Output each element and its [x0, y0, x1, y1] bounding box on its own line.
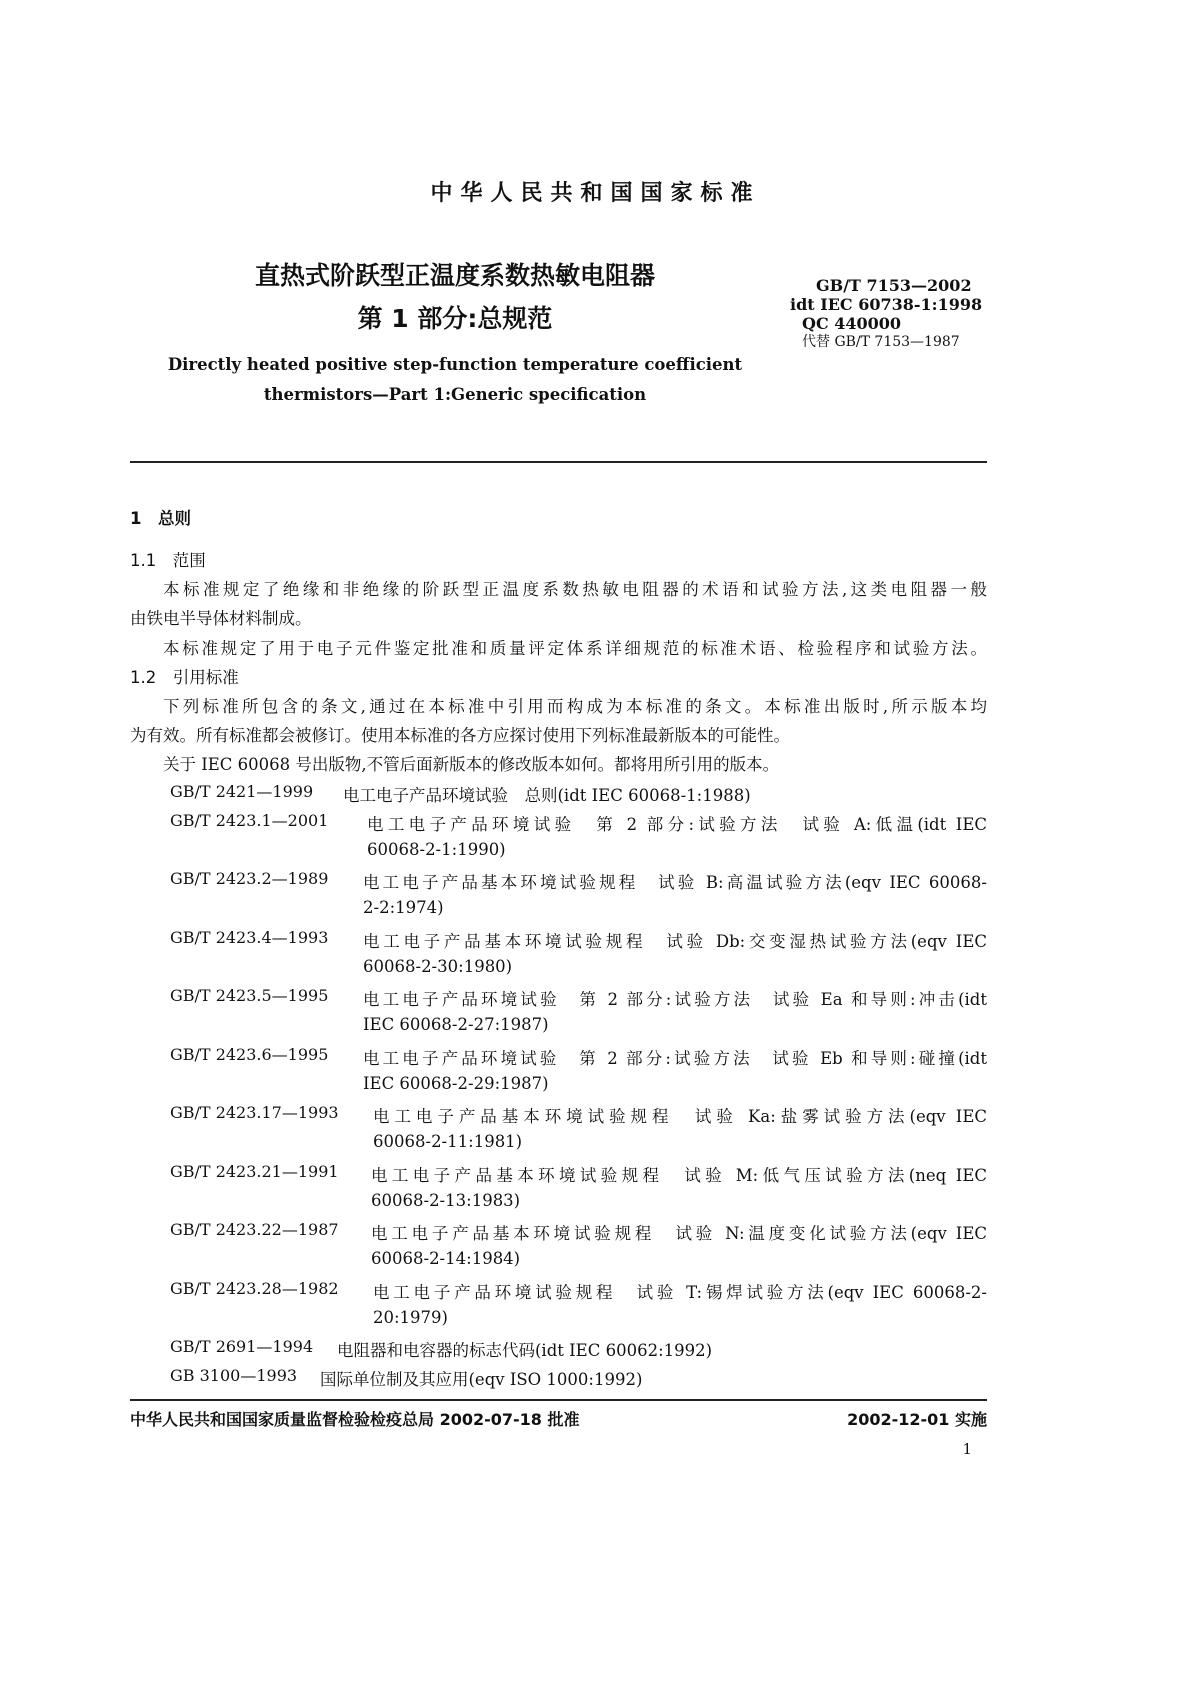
reference-code: GB/T 2691—1994 — [170, 1337, 314, 1356]
reference-title-cont: 60068-2-1:1990) — [367, 840, 506, 859]
reference-code: GB/T 2423.4—1993 — [170, 928, 329, 947]
reference-title-cont: IEC 60068-2-27:1987) — [363, 1015, 549, 1034]
footer-divider — [130, 1399, 987, 1401]
reference-code: GB/T 2423.6—1995 — [170, 1045, 329, 1064]
paragraph-text: 下列标准所包含的条文,通过在本标准中引用而构成为本标准的条文。本标准出版时,所示版本均 — [163, 697, 987, 716]
section-1-1-heading: 1.1 范围 — [130, 551, 206, 570]
reference-code: GB/T 2423.22—1987 — [170, 1220, 339, 1239]
qc-code: QC 440000 — [802, 314, 902, 333]
reference-code: GB/T 2423.21—1991 — [170, 1162, 339, 1181]
section-1-heading: 1 总则 — [130, 509, 191, 528]
paragraph-text: 本标准规定了用于电子元件鉴定批准和质量评定体系详细规范的标准术语、检验程序和试验方法。 — [163, 639, 987, 658]
reference-title-cont: IEC 60068-2-29:1987) — [363, 1074, 549, 1093]
effective-date: 2002-12-01 实施 — [847, 1410, 987, 1429]
reference-title-cont: 20:1979) — [373, 1308, 448, 1327]
reference-title: 电工电子产品环境试验 第 2 部分:试验方法 试验 Eb 和导则:碰撞(idt — [363, 1049, 987, 1068]
section-1-2-heading: 1.2 引用标准 — [130, 668, 239, 687]
reference-title: 电工电子产品基本环境试验规程 试验 M:低气压试验方法(neq IEC — [371, 1166, 987, 1185]
reference-title: 电工电子产品环境试验 总则(idt IEC 60068-1:1988) — [343, 786, 751, 805]
reference-title: 电工电子产品基本环境试验规程 试验 N:温度变化试验方法(eqv IEC — [371, 1224, 987, 1243]
reference-title: 电阻器和电容器的标志代码(idt IEC 60062:1992) — [337, 1341, 713, 1360]
idt-code: idt IEC 60738-1:1998 — [790, 295, 983, 314]
paragraph-text: 本标准规定了绝缘和非绝缘的阶跃型正温度系数热敏电阻器的术语和试验方法,这类电阻器一般 — [163, 580, 987, 599]
reference-title: 电工电子产品基本环境试验规程 试验 Db:交变湿热试验方法(eqv IEC — [363, 932, 987, 951]
approval-text: 中华人民共和国国家质量监督检验检疫总局 2002-07-18 批准 — [130, 1410, 580, 1429]
reference-code: GB/T 2423.28—1982 — [170, 1279, 339, 1298]
reference-title-cont: 60068-2-13:1983) — [371, 1191, 521, 1210]
title-en-line2: thermistors—Part 1:Generic specification — [263, 385, 647, 404]
reference-code: GB/T 2423.17—1993 — [170, 1103, 339, 1122]
page-number: 1 — [962, 1440, 972, 1458]
reference-code: GB/T 2423.5—1995 — [170, 986, 329, 1005]
national-standard-header: 中华人民共和国国家标准 — [430, 181, 761, 206]
reference-code: GB/T 2423.1—2001 — [170, 811, 329, 830]
reference-title: 国际单位制及其应用(eqv ISO 1000:1992) — [320, 1370, 643, 1389]
reference-title: 电工电子产品环境试验规程 试验 T:锡焊试验方法(eqv IEC 60068-2- — [373, 1283, 987, 1302]
reference-title-cont: 60068-2-11:1981) — [373, 1132, 523, 1151]
header-divider — [130, 461, 987, 463]
replaces-code: 代替 GB/T 7153—1987 — [802, 334, 960, 350]
paragraph-text: 由铁电半导体材料制成。 — [130, 609, 312, 628]
reference-code: GB/T 2423.2—1989 — [170, 869, 329, 888]
paragraph-text: 关于 IEC 60068 号出版物,不管后面新版本的修改版本如何。都将用所引用的版本。 — [163, 755, 780, 774]
reference-title-cont: 2-2:1974) — [363, 898, 444, 917]
reference-title-cont: 60068-2-30:1980) — [363, 957, 513, 976]
standard-number: GB/T 7153—2002 — [816, 276, 972, 295]
title-en-line1: Directly heated positive step-function temperature coefficient — [167, 355, 743, 374]
title-cn-line2: 第 1 部分:总规范 — [357, 304, 553, 333]
standard-codes — [790, 276, 982, 352]
title-cn-line1: 直热式阶跃型正温度系数热敏电阻器 — [254, 261, 655, 290]
reference-title: 电工电子产品环境试验 第 2 部分:试验方法 试验 Ea 和导则:冲击(idt — [363, 990, 987, 1009]
paragraph-text: 为有效。所有标准都会被修订。使用本标准的各方应探讨使用下列标准最新版本的可能性。 — [130, 726, 790, 745]
reference-code: GB/T 2421—1999 — [170, 782, 314, 801]
reference-title: 电工电子产品基本环境试验规程 试验 B:高温试验方法(eqv IEC 60068- — [363, 873, 987, 892]
reference-title: 电工电子产品基本环境试验规程 试验 Ka:盐雾试验方法(eqv IEC — [373, 1107, 987, 1126]
reference-code: GB 3100—1993 — [170, 1366, 298, 1385]
reference-title-cont: 60068-2-14:1984) — [371, 1249, 521, 1268]
reference-title: 电工电子产品环境试验 第 2 部分:试验方法 试验 A:低温(idt IEC — [367, 815, 987, 834]
